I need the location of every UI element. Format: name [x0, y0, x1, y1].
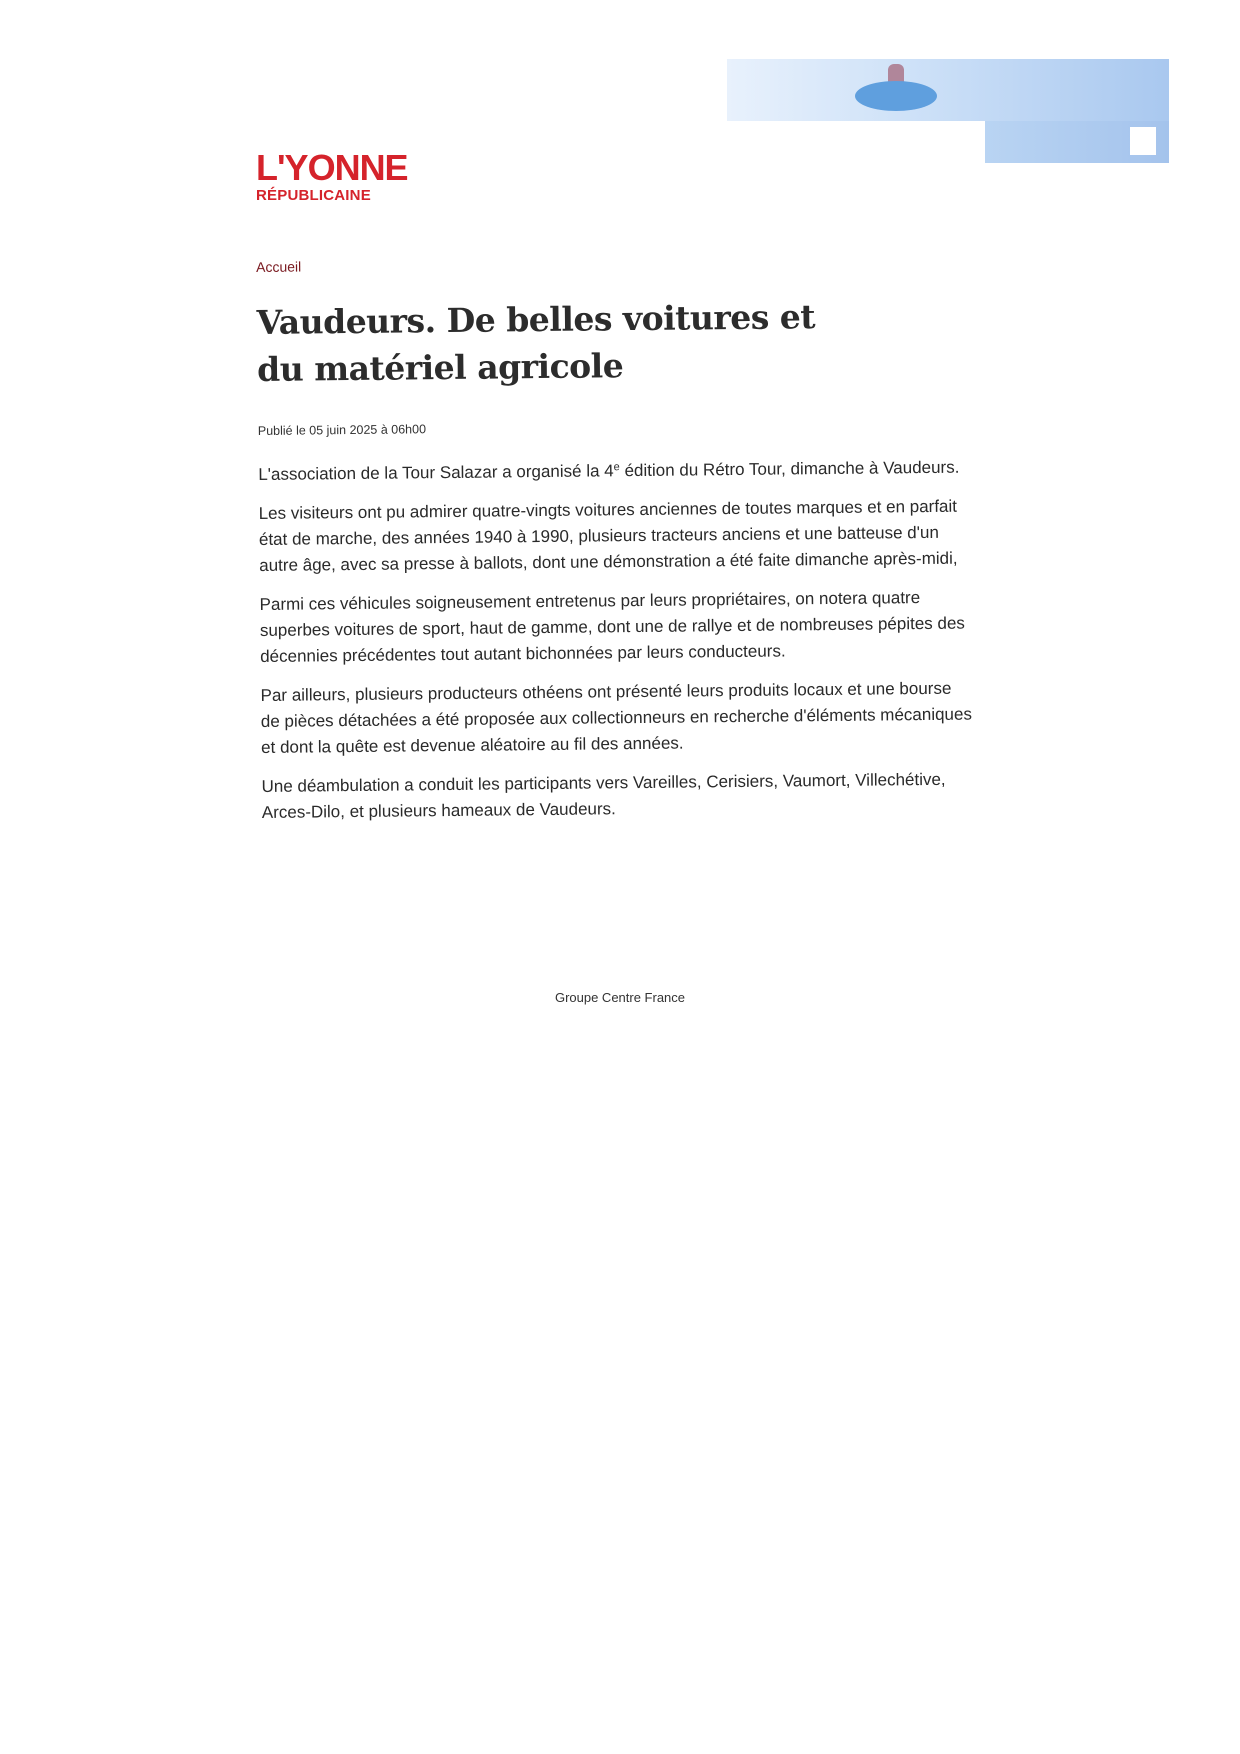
article-paragraph — [258, 455, 970, 488]
banner-object-base — [855, 81, 937, 111]
logo-subtitle: RÉPUBLICAINE — [256, 187, 371, 204]
paragraph-text: L'association de la Tour Salazar a organisé la 4 — [258, 461, 614, 484]
publication-date: Publié le 05 juin 2025 à 06h00 — [257, 422, 427, 438]
article-paragraph: Par ailleurs, plusieurs producteurs othéens ont présenté leurs produits locaux et une bourse de pièces détachées a été proposée aux collectionneurs en recherche d'éléments mécaniques et dont la quête est devenue aléatoire au fil des années. — [260, 678, 973, 757]
article-paragraph: Parmi ces véhicules soigneusement entretenus par leurs propriétaires, on notera quatre superbes voitures de sport, haut de gamme, dont une de rallye et de nombreuses pépites des décennies précédentes tout autant bichonnées par leurs conducteurs. — [259, 588, 965, 666]
article-title: Vaudeurs. De belles voitures et du matériel agricole — [256, 297, 816, 389]
banner-close-box[interactable] — [1130, 127, 1156, 155]
article — [256, 251, 973, 839]
paragraph-text: édition du Rétro Tour, dimanche à Vaudeurs. — [619, 457, 960, 481]
article-paragraph: Les visiteurs ont pu admirer quatre-vingts voitures anciennes de toutes marques et en parfait état de marche, des années 1940 à 1990, plusieurs tracteurs anciens et une batteuse d'un autre âge, avec sa presse à ballots, dont une démonstration a été faite dimanche après-midi, — [258, 496, 958, 575]
breadcrumb-home-link[interactable]: Accueil — [256, 258, 302, 275]
footer-publisher: Groupe Centre France — [554, 990, 686, 1005]
article-body — [258, 455, 973, 826]
newspaper-logo[interactable] — [256, 147, 408, 204]
ordinal-suffix: e — [613, 461, 620, 474]
banner-background — [727, 59, 1169, 121]
article-paragraph: Une déambulation a conduit les participants vers Vareilles, Cerisiers, Vaumort, Villechétive, Arces-Dilo, et plusieurs hameaux de Vaudeurs. — [261, 769, 946, 822]
advertisement-banner[interactable] — [727, 59, 1169, 163]
logo-title: L'YONNE — [256, 147, 408, 188]
